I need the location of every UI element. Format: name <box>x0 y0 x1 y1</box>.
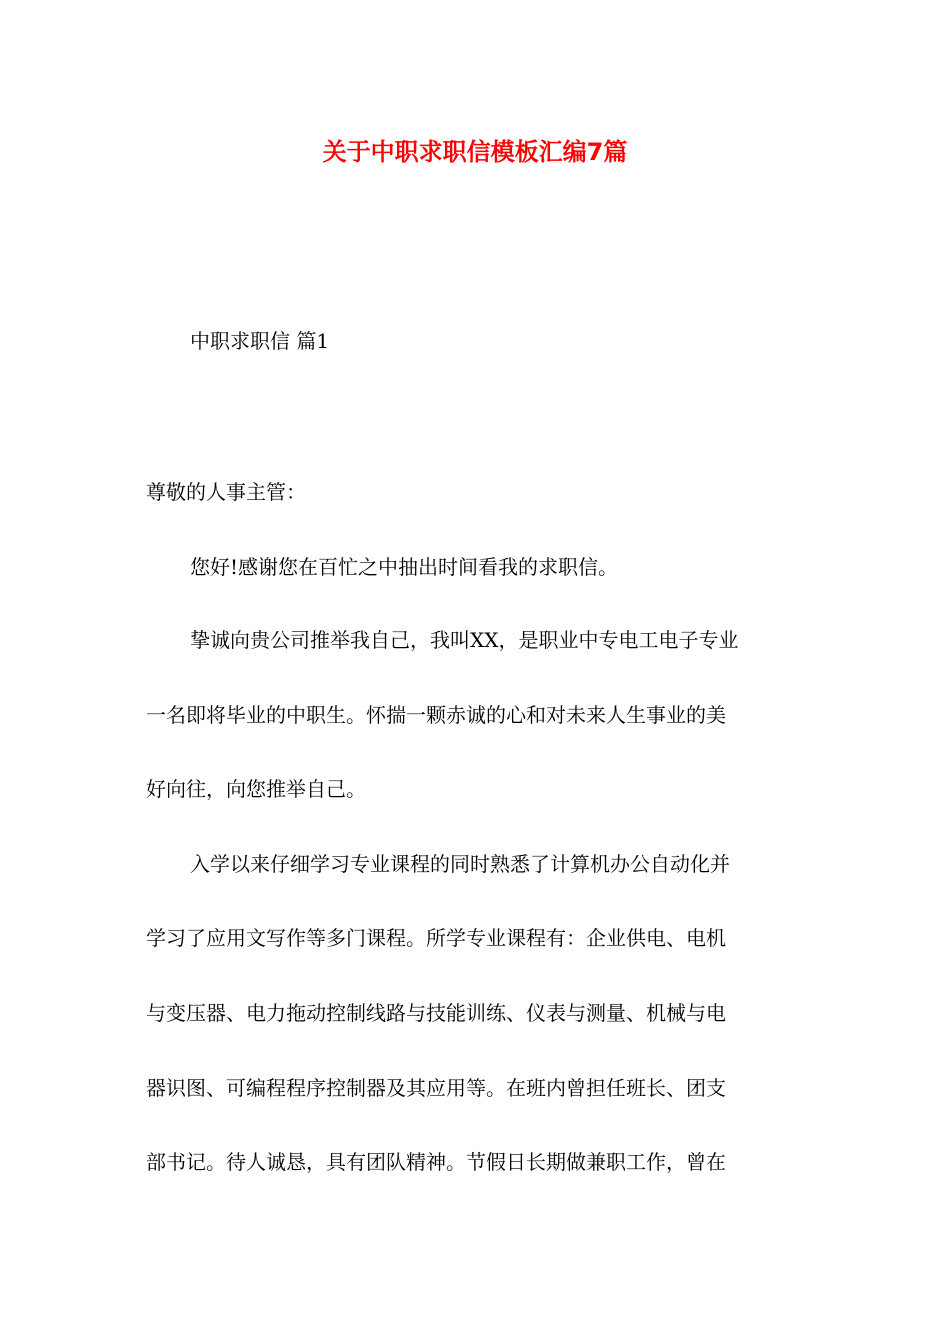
salutation: 尊敬的人事主管： <box>146 480 306 504</box>
body-line: 部书记。待人诚恳，具有团队精神。节假日长期做兼职工作，曾在 <box>146 1150 726 1174</box>
body-line: 挚诚向贵公司推举我自己，我叫XX，是职业中专电工电子专业 <box>190 628 739 652</box>
body-line: 好向往，向您推举自己。 <box>146 777 366 801</box>
section-heading: 中职求职信 篇1 <box>190 329 330 353</box>
body-line: 您好!感谢您在百忙之中抽出时间看我的求职信。 <box>190 555 619 579</box>
body-line: 入学以来仔细学习专业课程的同时熟悉了计算机办公自动化并 <box>190 852 730 876</box>
body-line: 学习了应用文写作等多门课程。所学专业课程有：企业供电、电机 <box>146 926 726 950</box>
body-line: 一名即将毕业的中职生。怀揣一颗赤诚的心和对未来人生事业的美 <box>146 703 726 727</box>
body-line: 器识图、可编程程序控制器及其应用等。在班内曾担任班长、团支 <box>146 1076 726 1100</box>
document-title: 关于中职求职信模板汇编7篇 <box>322 138 628 166</box>
body-line: 与变压器、电力拖动控制线路与技能训练、仪表与测量、机械与电 <box>146 1001 726 1025</box>
